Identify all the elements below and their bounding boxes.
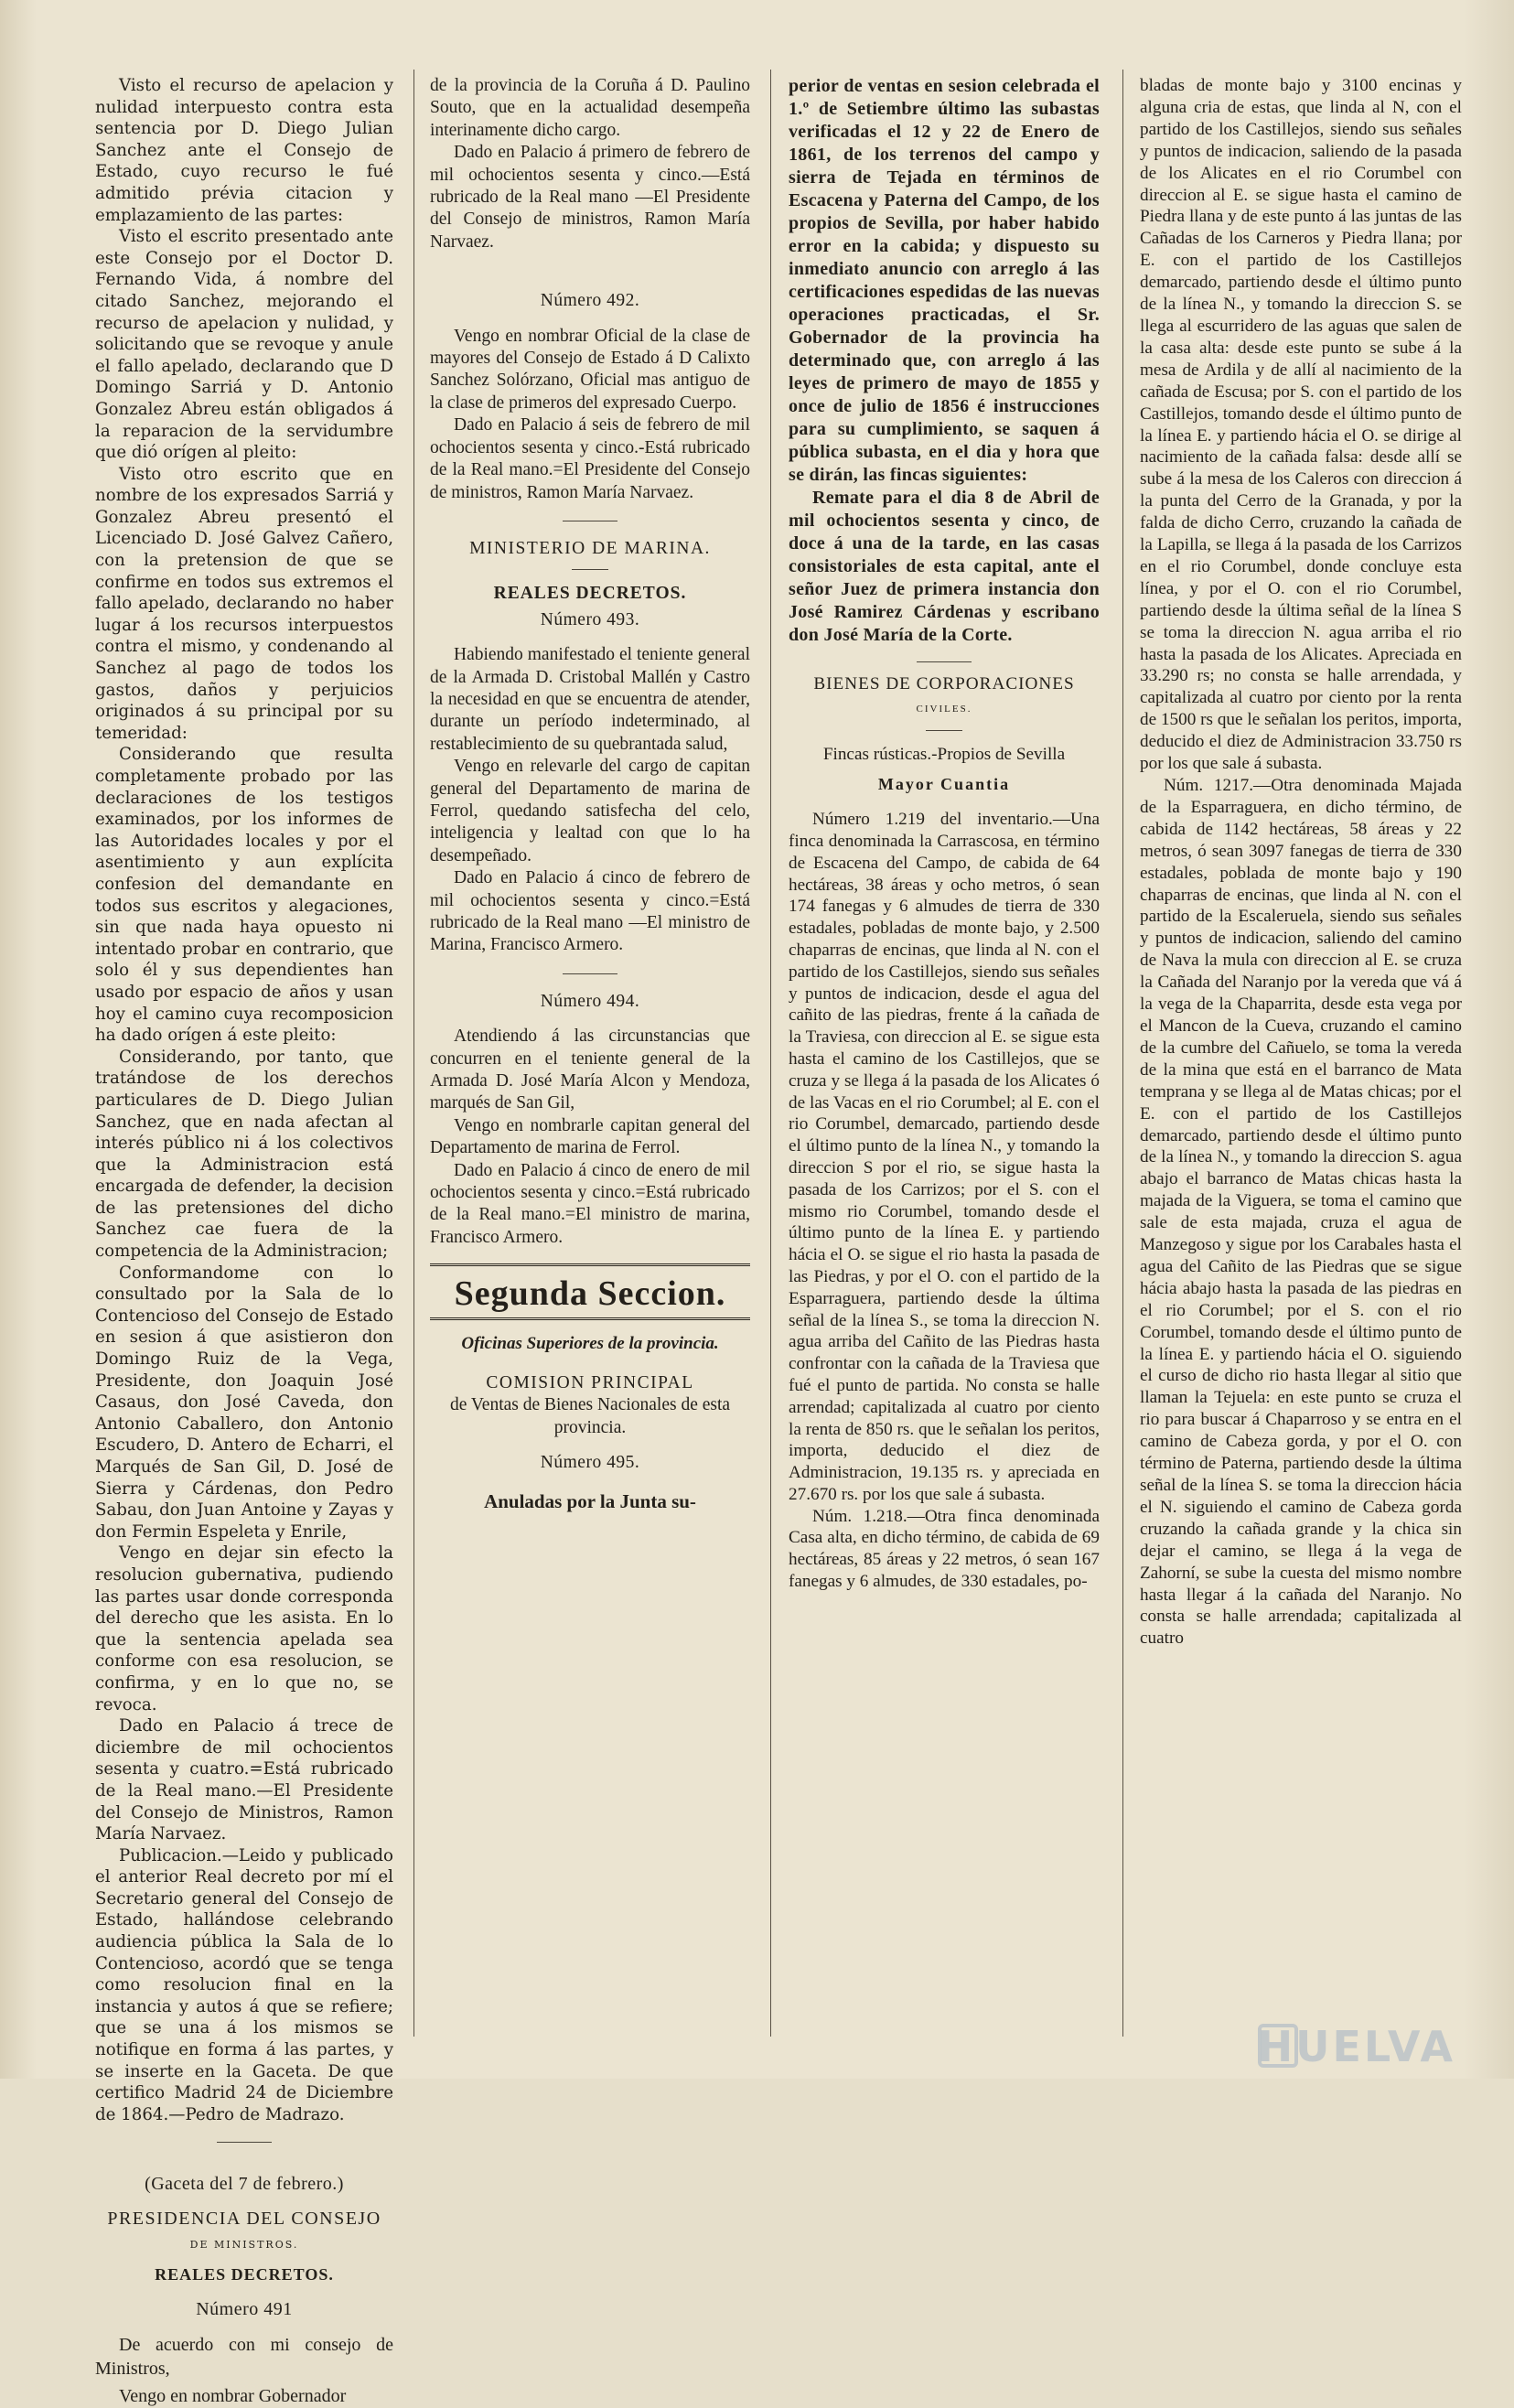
paragraph: bladas de monte bajo y 3100 encinas y alguna cria de estas, que linda al N, con el partido de los Castillejos, siendo sus señales y puntos de indicacion, saliendo de la pasada de los Alicates en el rio Corumbel con direccion al E. se sigue hasta el camino de Piedra llana y de este punto á las juntas de las Cañadas de los Carneros y Piedra llana; por E. con el partido de los Castillejos demarcado, partiendo desde el último punto de la línea N., y tomando la direccion S. se llega al escurridero de las aguas que salen de la casa alta: desde este punto se sube á la mesa de Ardila y de allí al nacimiento de la cañada de Escusa; por S. con el partido de los Castillejos, tomando desde el último punto de la línea E. y partiendo hácia el O. se dirige al nacimiento de la cañada falsa: desde allí se sube á la mesa de los Caleros con direccion á la punta del Cerro de la Granada, y por la falda de dicho Cerro, cruzando la cañada de la Lapilla, se llega á la pasada de los Carrizos en el rio Corumbel, donde concluye esta línea, y por el O. con el rio Corumbel, partiendo desde la última señal de la línea S se toma la direccion N. agua arriba el rio hasta la pasada de los Alicates. Apreciada en 33.290 rs; no consta se halle arrendada, y capitalizada al cuatro por ciento por la renta de 1500 rs que le señalan los peritos, importa, deducido el diez de Administracion 33.750 rs por los que sale á subasta.	[1140, 76, 1462, 774]
decree-number: Número 495.	[540, 1452, 640, 1472]
paragraph: perior de ventas en sesion celebrada el 1.º de Setiembre último las subastas verificadas el 12 y 22 de Enero de 1861, de los terrenos del campo y sierra de Tejada en términos de Escacena y Paterna del Campo, de los propios de Sevilla, por haber habido error en la cabida; y dispuesto su inmediato anuncio con arreglo á las certificaciones espedidas de las nuevas operaciones practicadas, el Sr. Gobernador de la provincia ha determinado que, con arreglo á las leyes de primero de mayo de 1855 y once de julio de 1856 é instrucciones para su cumplimiento, se saquen á pública subasta, en el dia y hora que se dirán, las fincas siguientes:	[789, 76, 1100, 485]
ministry-heading: MINISTERIO DE MARINA.	[469, 538, 711, 558]
paragraph: Visto otro escrito que en nombre de los expresados Sarriá y Gonzalez Abreu presentó el Licenciado D. José Galvez Cañero, con la pretension de que se confirme en todos sus extremos el fallo apelado, declarando no haber lugar á los recursos interpuestos contra el mismo, y condenando al Sanchez al pago de todos los gastos, daños y perjuicios originados á su principal por su temeridad:	[95, 464, 393, 743]
paragraph: Vengo en dejar sin efecto la resolucion gubernativa, pudiendo las partes usar donde corresponda del derecho que les asista. En lo que la sentencia apelada sea conforme con esa resolucion, se confirma, y en lo que no, se revoca.	[95, 1543, 393, 1715]
mayor-cuantia-heading: Mayor Cuantia	[877, 775, 1011, 794]
auction-notice: Remate para el dia 8 de Abril de mil ochocientos sesenta y cinco, de doce á una de la tarde, en las casas consistoriales de esta capital, ante el señor Juez de primera instancia don José Ramirez Cárdenas y escribano don José María de la Corte.	[789, 488, 1100, 645]
paragraph: Visto el recurso de apelacion y nulidad interpuesto contra esta sentencia por D. Diego Julian Sanchez ante el Consejo de Estado, cuyo recurso le fué admitido prévia citacion y emplazamiento de las partes:	[95, 76, 393, 225]
column-rule-2	[770, 70, 771, 2037]
section-heading: PRESIDENCIA DEL CONSEJO	[107, 2209, 381, 2229]
column-rule-3	[1122, 70, 1123, 2037]
gaceta-date: (Gaceta del 7 de febrero.)	[145, 2174, 344, 2195]
separator	[217, 2142, 272, 2143]
paragraph: De acuerdo con mi consejo de Ministros,	[95, 2335, 393, 2380]
paragraph: Dado en Palacio á cinco de febrero de mil ochocientos sesenta y cinco.=Está rubricado de la Real mano —El ministro de Marina, Francisco Armero.	[430, 868, 750, 955]
column-2	[430, 75, 750, 2060]
section-title: Segunda Seccion.	[454, 1274, 726, 1314]
paragraph: Dado en Palacio á primero de febrero de mil ochocientos sesenta y cinco.—Está rubricado de la Real mano —El Presidente del Consejo de ministros, Ramon María Narvaez.	[430, 143, 750, 252]
paragraph: Dado en Palacio á cinco de enero de mil ochocientos sesenta y cinco.=Está rubricado de la Real mano.=El ministro de marina, Francisco Armero.	[430, 1160, 750, 1247]
decree-number: Número 494.	[540, 991, 640, 1011]
paragraph: de la provincia de la Coruña á D. Paulino Souto, que en la actualidad desempeña interinamente dicho cargo.	[430, 76, 750, 140]
separator	[563, 973, 617, 974]
column-1	[95, 75, 393, 2407]
decree-number: Número 491	[196, 2298, 293, 2319]
decree-number: Número 493.	[540, 609, 640, 629]
commission-heading: COMISION PRINCIPAL	[486, 1372, 694, 1392]
paragraph: Dado en Palacio á trece de diciembre de mil ochocientos sesenta y cuatro.=Está rubricado de la Real mano.—El Presidente del Consejo de Ministros, Ramon María Narvaez.	[95, 1716, 393, 1844]
paragraph: Dado en Palacio á seis de febrero de mil ochocientos sesenta y cinco.-Está rubricado de la Real mano.=El Presidente del Consejo de ministros, Ramon María Narvaez.	[430, 415, 750, 502]
paragraph: Núm. 1217.—Otra denominada Majada de la Esparraguera, en dicho término, de cabida de 1142 hectáreas, 58 áreas y 22 metros, ó sean 3097 fanegas de tierra de 330 estadales, poblada de monte bajo y 190 chaparras de encinas, que linda al N. con el partido de la Escaleruela, siendo sus señales y puntos de indicacion, saliendo del camino de Nava la mula con direccion al E. se cruza la Cañada del Naranjo por la vereda que vá á la vega de la Chaparrita, desde esta vega por el Mancon de la Cueva, cruzando el camino de la cumbre del Cañuelo, se toma la vereda de la mina que está en el barranco de Mata temprana y se llega al de Matas chicas; por el E. con el partido de los Castillejos demarcado, partiendo desde el último punto de la línea N., y tomando la direccion S. agua abajo el barranco de Matas chicas hasta la majada de la Viguera, se toma el camino que sale de esta majada, cruza el agua de Manzegoso y sigue por los Carabales hasta el agua del Cañito de las Piedras que se sigue hácia abajo hasta la pasada de las piedras en el rio Corumbel; por el S. con el rio Corumbel, tomando desde el último punto de la línea E. y partiendo hácia el O. siguiendo el curso de dicho rio hasta llegar al sitio que llaman la Tejuela: en este punto se cruza el rio para buscar á Chaparroso y se entra en el camino de Cabeza gorda, y por el O. con término de Paterna, partiendo desde la última señal de la línea S. se toma la direccion hácia el N. siguiendo el camino de Cabeza gorda cruzando la cañada grande y la chica sin dejar el camino, se llega á la vega de Zahorní, se sube la cuesta del mismo nombre hasta llegar á la cañada del Naranjo. No consta se halle arrendada; capitalizada al cuatro	[1140, 776, 1462, 1649]
decree-number: Número 492.	[540, 291, 640, 311]
column-4	[1140, 75, 1462, 2060]
decrees-heading: REALES DECRETOS.	[155, 2265, 334, 2284]
paragraph: Vengo en nombrar Oficial de la clase de mayores del Consejo de Estado á D Calixto Sanchez Solórzano, Oficial mas antiguo de la clase de primeros del expresado Cuerpo.	[430, 326, 750, 413]
fincas-heading: Fincas rústicas.-Propios de Sevilla	[822, 744, 1066, 764]
section-subheading: DE MINISTROS.	[189, 2238, 299, 2251]
paragraph: Considerando que resulta completamente probado por las declaraciones de los testigos examinados, por los informes de las Autoridades locales y por el asentimiento y aun explícita confesion del demandante en todos sus escritos y alegaciones, sin que nada haya opuesto ni intentado probar en contrario, que solo él y sus dependientes han usado por espacio de años y usan hoy el camino cuya recomposicion ha dado orígen á este pleito:	[95, 745, 393, 1046]
commission-subheading: de Ventas de Bienes Nacionales de esta provincia.	[449, 1395, 731, 1437]
offices-heading: Oficinas Superiores de la provincia.	[461, 1334, 719, 1354]
corporations-subheading: CIVILES.	[916, 703, 972, 715]
separator	[572, 569, 608, 570]
paragraph: Conformandome con lo consultado por la Sala de lo Contencioso del Consejo de Estado en sesion á que asistieron don Domingo Ruiz de la Vega, Presidente, don Joaquin José Casaus, don José Caveda, don Antonio Caballero, don Antonio Escudero, D. Antero de Echarri, el Marqués de San Gil, D. José de Sierra y Cárdenas, don Pedro Sabau, don Juan Antoine y Zayas y don Fermin Espeleta y Enrile,	[95, 1263, 393, 1542]
archive-watermark: HUELVA	[1257, 2022, 1455, 2071]
decrees-heading: REALES DECRETOS.	[493, 584, 687, 604]
column-rule-1	[413, 70, 414, 2037]
paragraph: Habiendo manifestado el teniente general de la Armada D. Cristobal Mallén y Castro la necesidad en que se encuentra de atender, durante un período indeterminado, al restablecimiento de su quebrantada salud,	[430, 645, 750, 754]
separator	[917, 661, 972, 662]
paragraph: Atendiendo á las circunstancias que concurren en el teniente general de la Armada D. José María Alcon y Mendoza, marqués de San Gil,	[430, 1027, 750, 1113]
paragraph: Anuladas por la Junta su-	[484, 1490, 696, 1513]
paragraph: Número 1.219 del inventario.—Una finca denominada la Carrascosa, en término de Escacena del Campo, de cabida de 64 hectáreas, 38 áreas y ocho metros, ó sean 174 fanegas y 6 almudes de tierra de 330 estadales, pobladas de monte bajo, y 2.500 chaparras de encinas, que linda al N. con el partido de los Castillejos, siendo sus señales y puntos de indicacion, desde el agua del cañito de las piedras, frente á la cañada de la Traviesa, con direccion al E. se sigue esta hasta el camino de los Castillejos, que se cruza y se llega á la pasada de los Alicates ó de las Vacas en el rio Corumbel; al E. con el rio Corumbel, demarcado, partiendo desde el último punto de la línea N., y tomando la direccion S por el rio, se sigue hasta la pasada de los Carrizos; por el S. con el mismo rio Corumbel, tomando desde el último punto de la línea E. y partiendo hácia el O. se sigue el rio hasta la pasada de las Piedras, y por el O. con el partido de la Esparraguera, partiendo desde la última señal de la línea S., se toma la direccion N. agua arriba del Cañito de las Piedras hasta confrontar con la cañada de la Traviesa que fué el punto de partida. No consta se halle arrendad; capitalizada al cuatro por ciento la renta de 850 rs. que le señalan los peritos, importa, deducido el diez de Administracion, 19.135 rs. y apreciada en 27.670 rs. por los que sale á subasta.	[789, 810, 1100, 1504]
paragraph: Vengo en relevarle del cargo de capitan general del Departamento de marina de Ferrol, quedando satisfecha del celo, inteligencia y lealtad con que lo ha desempeñado.	[430, 757, 750, 865]
section-banner	[430, 1263, 750, 1320]
corporations-heading: BIENES DE CORPORACIONES	[813, 674, 1075, 693]
paragraph: Núm. 1.218.—Otra finca denominada Casa alta, en dicho término, de cabida de 69 hectáreas, 85 áreas y 22 metros, ó sean 167 fanegas y 6 almudes, de 330 estadales, po-	[789, 1506, 1100, 1592]
paragraph: Visto el escrito presentado ante este Consejo por el Doctor D. Fernando Vida, á nombre del citado Sanchez, mejorando el recurso de apelacion y nulidad, y solicitando que se revoque y anule el fallo apelado, declarando que D Domingo Sarriá y D. Antonio Gonzalez Abreu están obligados á la reparacion de la servidumbre que dió orígen al pleito:	[95, 227, 393, 463]
paragraph: Publicacion.—Leido y publicado el anterior Real decreto por mí el Secretario general del Consejo de Estado, hallándose celebrando audiencia pública la Sala de lo Contencioso, acordó que se tenga como resolucion final en la instancia y autos á que se refiere; que se una á los mismos se notifique en forma á las partes, y se inserte en la Gaceta. De que certifico Madrid 24 de Diciembre de 1864.—Pedro de Madrazo.	[95, 1845, 393, 2124]
separator	[926, 730, 962, 731]
column-3	[789, 75, 1100, 2060]
paragraph: Considerando, por tanto, que tratándose de los derechos particulares de D. Diego Julian Sanchez, que en nada afectan al interés público ni á los colectivos que la Administracion está encargada de defender, la decision de las pretensiones del dicho Sanchez cae fuera de la competencia de la Administracion;	[95, 1047, 393, 1262]
paragraph: Vengo en nombrar Gobernador	[119, 2386, 347, 2407]
paragraph: Vengo en nombrarle capitan general del Departamento de marina de Ferrol.	[430, 1115, 750, 1158]
